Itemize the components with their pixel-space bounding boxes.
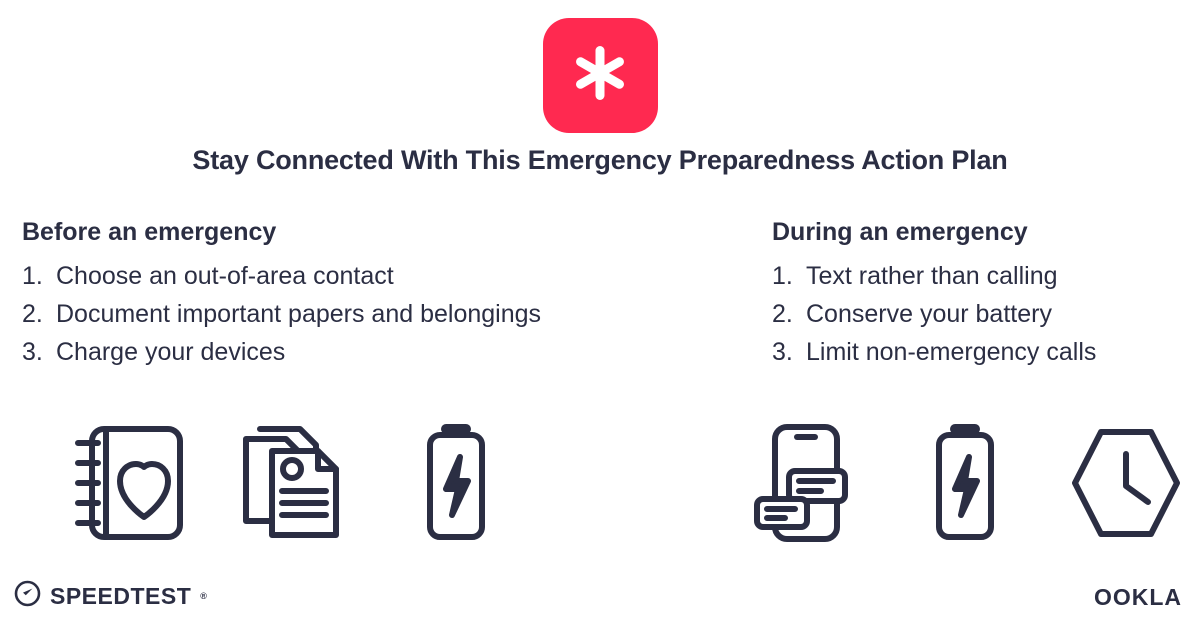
- list-item-label: Text rather than calling: [806, 262, 1058, 290]
- column-heading: During an emergency: [772, 218, 1028, 246]
- icon-cell: [402, 418, 510, 553]
- list-item-number: 3.: [22, 338, 43, 366]
- columns-container: [0, 218, 1200, 371]
- list-item: [772, 257, 1200, 295]
- notebook-heart-icon: [70, 421, 188, 550]
- clock-hexagon-icon: [1067, 424, 1185, 547]
- phone-message-icon: [745, 421, 863, 550]
- list-item-number: 1.: [22, 262, 43, 290]
- speedtest-brand: [14, 580, 207, 612]
- speedtest-gauge-icon: [14, 580, 41, 612]
- steps-list-during: [772, 257, 1200, 371]
- list-item-label: Conserve your battery: [806, 300, 1052, 328]
- emergency-badge: [543, 18, 658, 133]
- list-item: [22, 333, 750, 371]
- asterisk-icon: [569, 42, 631, 109]
- icon-row-before: [70, 418, 510, 553]
- list-item-label: Charge your devices: [56, 338, 286, 366]
- list-item-number: 2.: [22, 300, 43, 328]
- list-item: [22, 257, 750, 295]
- battery-charging-icon: [416, 421, 496, 550]
- footer: [0, 568, 1200, 630]
- icon-cell: [236, 418, 354, 553]
- battery-charging-icon: [925, 421, 1005, 550]
- list-item: [772, 333, 1200, 371]
- list-item-label: Limit non-emergency calls: [806, 338, 1097, 366]
- icon-cell: [1067, 418, 1185, 553]
- badge-container: [0, 18, 1200, 133]
- column-heading: Before an emergency: [22, 218, 277, 246]
- page-title: Stay Connected With This Emergency Preparedness Action Plan: [192, 145, 1008, 175]
- column-before-emergency: [0, 218, 750, 371]
- company-name: OOKLA: [1093, 584, 1182, 610]
- list-item-number: 2.: [772, 300, 793, 328]
- icon-cell: [911, 418, 1019, 553]
- brand-name: SPEEDTEST: [50, 582, 192, 609]
- icon-cell: [745, 418, 863, 553]
- steps-list-before: [22, 257, 750, 371]
- list-item: [772, 295, 1200, 333]
- documents-stack-icon: [236, 421, 354, 550]
- list-item-number: 1.: [772, 262, 793, 290]
- list-item-label: Choose an out-of-area contact: [56, 262, 394, 290]
- brand-trademark: ®: [200, 591, 207, 601]
- icon-row-during: [745, 418, 1185, 553]
- column-during-emergency: [750, 218, 1200, 371]
- list-item: [22, 295, 750, 333]
- ookla-brand: [1094, 584, 1182, 611]
- list-item-label: Document important papers and belongings: [56, 300, 542, 328]
- list-item-number: 3.: [772, 338, 793, 366]
- icon-cell: [70, 418, 188, 553]
